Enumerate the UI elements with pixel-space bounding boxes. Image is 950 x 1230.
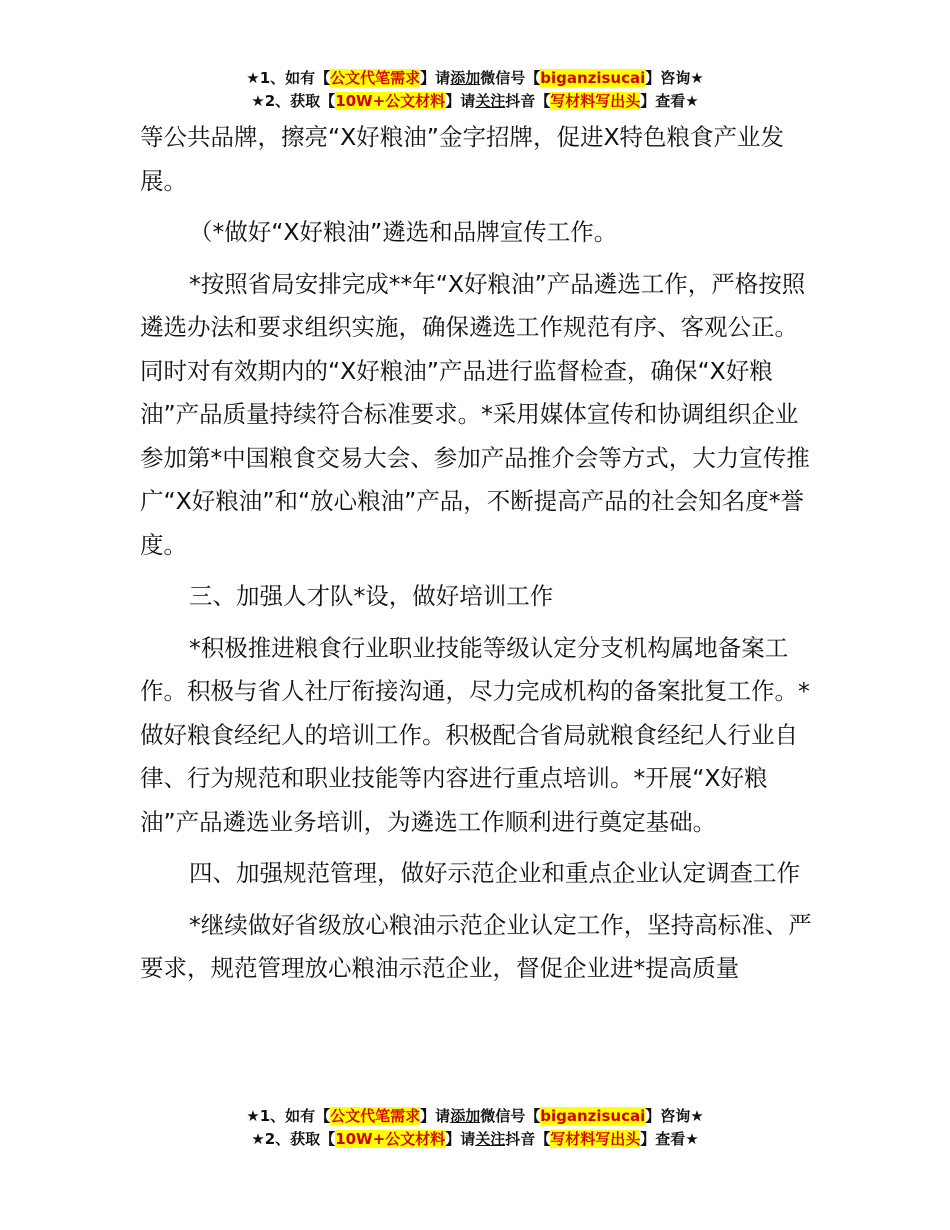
promo-banner-top — [0, 67, 950, 113]
section-heading: 三、加强人才队*设，做好培训工作 — [189, 582, 554, 610]
promo-line-2 — [0, 90, 950, 113]
promo-text: 微信号【 — [480, 1107, 541, 1125]
promo-text: 】请 — [420, 69, 451, 87]
promo-text: ★1、如有【 — [246, 1107, 331, 1125]
promo-text: ★2、获取【 — [251, 92, 336, 110]
promo-line-2 — [0, 1128, 950, 1151]
paragraph: *按照省局安排完成**年“X好粮油”产品遴选工作，严格按照遴选办法和要求组织实施，确保遴选工作规范有序、客观公正。同时对有效期内的“X好粮油”产品进行监督检查，确保“X好粮油”产品质量持续符合标准要求。*采用媒体宣传和协调组织企业参加第*中国粮食交易大会、参加产品推介会等方式，大力宣传推广“X好粮油”和“放心粮油”产品，不断提高产品的社会知名度*誉度。 — [140, 269, 810, 559]
promo-text: 】请 — [445, 92, 476, 110]
promo-text: 抖音【 — [505, 92, 551, 110]
promo-underlined: 关注 — [475, 1130, 506, 1148]
promo-text: 】查看★ — [640, 1130, 699, 1148]
promo-underlined: 添加 — [450, 69, 481, 87]
promo-text: 】咨询★ — [645, 1107, 704, 1125]
promo-text: 】查看★ — [640, 92, 699, 110]
promo-text: 】咨询★ — [645, 69, 704, 87]
promo-text: ★2、获取【 — [251, 1130, 336, 1148]
promo-text: 】请 — [420, 1107, 451, 1125]
promo-text: ★1、如有【 — [246, 69, 331, 87]
promo-highlight: 写材料写出头 — [550, 92, 641, 110]
promo-text: 】请 — [445, 1130, 476, 1148]
promo-highlight: 10W+公文材料 — [335, 1130, 446, 1148]
paragraph: 等公共品牌，擦亮“X好粮油”金字招牌，促进X特色粮食产业发展。 — [140, 123, 785, 195]
promo-highlight: biganzisucai — [540, 69, 646, 87]
promo-banner-bottom — [0, 1105, 950, 1151]
section-heading: 四、加强规范管理，做好示范企业和重点企业认定调查工作 — [189, 859, 800, 887]
promo-underlined: 添加 — [450, 1107, 481, 1125]
document-body — [140, 116, 820, 999]
promo-underlined: 关注 — [475, 92, 506, 110]
promo-text: 抖音【 — [505, 1130, 551, 1148]
paragraph: *继续做好省级放心粮油示范企业认定工作，坚持高标准、严要求，规范管理放心粮油示范企业，督促企业进*提高质量 — [140, 910, 812, 982]
promo-text: 微信号【 — [480, 69, 541, 87]
promo-line-1 — [0, 1105, 950, 1128]
subheading: （*做好“X好粮油”遴选和品牌宣传工作。 — [189, 218, 618, 246]
promo-line-1 — [0, 67, 950, 90]
paragraph: *积极推进粮食行业职业技能等级认定分支机构属地备案工作。积极与省人社厅衔接沟通，尽力完成机构的备案批复工作。*做好粮食经纪人的培训工作。积极配合省局就粮食经纪人行业自律、行为规范和职业技能等内容进行重点培训。*开展“X好粮油”产品遴选业务培训，为遴选工作顺利进行奠定基础。 — [140, 633, 810, 836]
promo-highlight: 公文代笔需求 — [330, 1107, 421, 1125]
promo-highlight: 公文代笔需求 — [330, 69, 421, 87]
promo-highlight: 10W+公文材料 — [335, 92, 446, 110]
promo-highlight: biganzisucai — [540, 1107, 646, 1125]
promo-highlight: 写材料写出头 — [550, 1130, 641, 1148]
